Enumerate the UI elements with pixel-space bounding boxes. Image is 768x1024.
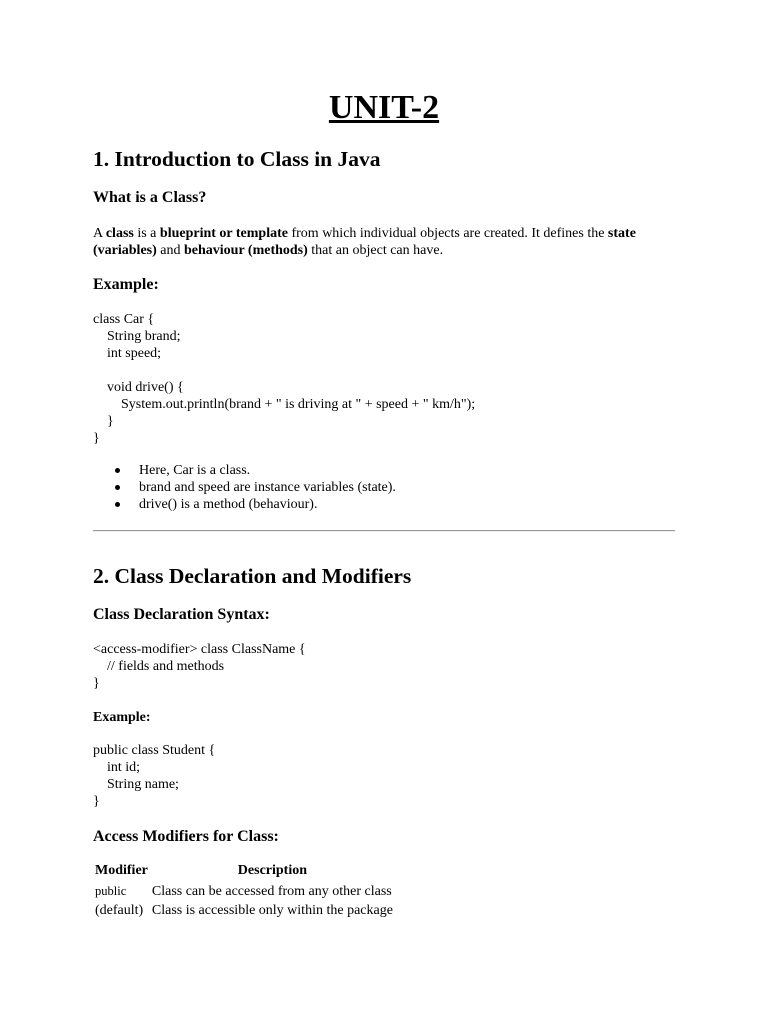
para-run-bold: behaviour (methods) xyxy=(183,243,308,258)
para-run: is a xyxy=(133,226,160,241)
bullet-icon xyxy=(115,468,120,473)
list-item-text: brand and speed are instance variables (state). xyxy=(139,480,396,495)
access-modifiers-heading: Access Modifiers for Class: xyxy=(93,828,279,845)
para-run: that an object can have. xyxy=(307,243,444,258)
access-modifiers-table xyxy=(93,862,395,920)
para-run-bold: state (variables) xyxy=(93,226,636,258)
modifier-cell: public xyxy=(95,884,127,898)
bullet-icon xyxy=(115,502,120,507)
what-is-class-heading: What is a Class? xyxy=(93,189,207,206)
column-header-modifier: Modifier xyxy=(95,863,148,878)
list-item xyxy=(93,462,396,479)
para-run: and xyxy=(156,243,184,258)
section-2-heading: 2. Class Declaration and Modifiers xyxy=(93,564,412,588)
para-run-bold: blueprint or template xyxy=(159,226,288,241)
declaration-syntax-heading: Class Declaration Syntax: xyxy=(93,606,270,623)
section-divider xyxy=(93,530,675,532)
student-class-code-block: public class Student { int id; String name; } xyxy=(93,743,216,809)
list-item-text: Here, Car is a class. xyxy=(139,463,251,478)
table-row xyxy=(93,882,395,901)
para-run: A xyxy=(93,226,106,241)
car-class-code-block: class Car { String brand; int speed; void drive() { System.out.println(brand + " is driving at " + speed + " km/h"); } } xyxy=(93,312,476,446)
bullet-icon xyxy=(115,485,120,490)
list-item xyxy=(93,479,396,496)
page-title: UNIT-2 xyxy=(328,89,440,126)
example-heading-1: Example: xyxy=(93,276,159,293)
description-cell: Class is accessible only within the package xyxy=(151,903,393,918)
example-heading-2: Example: xyxy=(93,710,151,725)
declaration-syntax-code-block: <access-modifier> class ClassName { // fields and methods } xyxy=(93,642,306,691)
column-header-description: Description xyxy=(237,863,308,878)
class-definition-paragraph xyxy=(93,225,675,259)
table-header-row xyxy=(93,862,395,882)
modifier-cell: (default) xyxy=(95,903,144,918)
list-item xyxy=(93,496,396,513)
list-item-text: drive() is a method (behaviour). xyxy=(139,497,318,512)
table-row xyxy=(93,901,395,920)
description-cell: Class can be accessed from any other class xyxy=(151,884,392,899)
para-run: from which individual objects are created. It defines the xyxy=(287,226,608,241)
section-1-heading: 1. Introduction to Class in Java xyxy=(93,147,381,171)
car-explanation-list xyxy=(93,462,396,513)
para-run-bold: class xyxy=(105,226,134,241)
